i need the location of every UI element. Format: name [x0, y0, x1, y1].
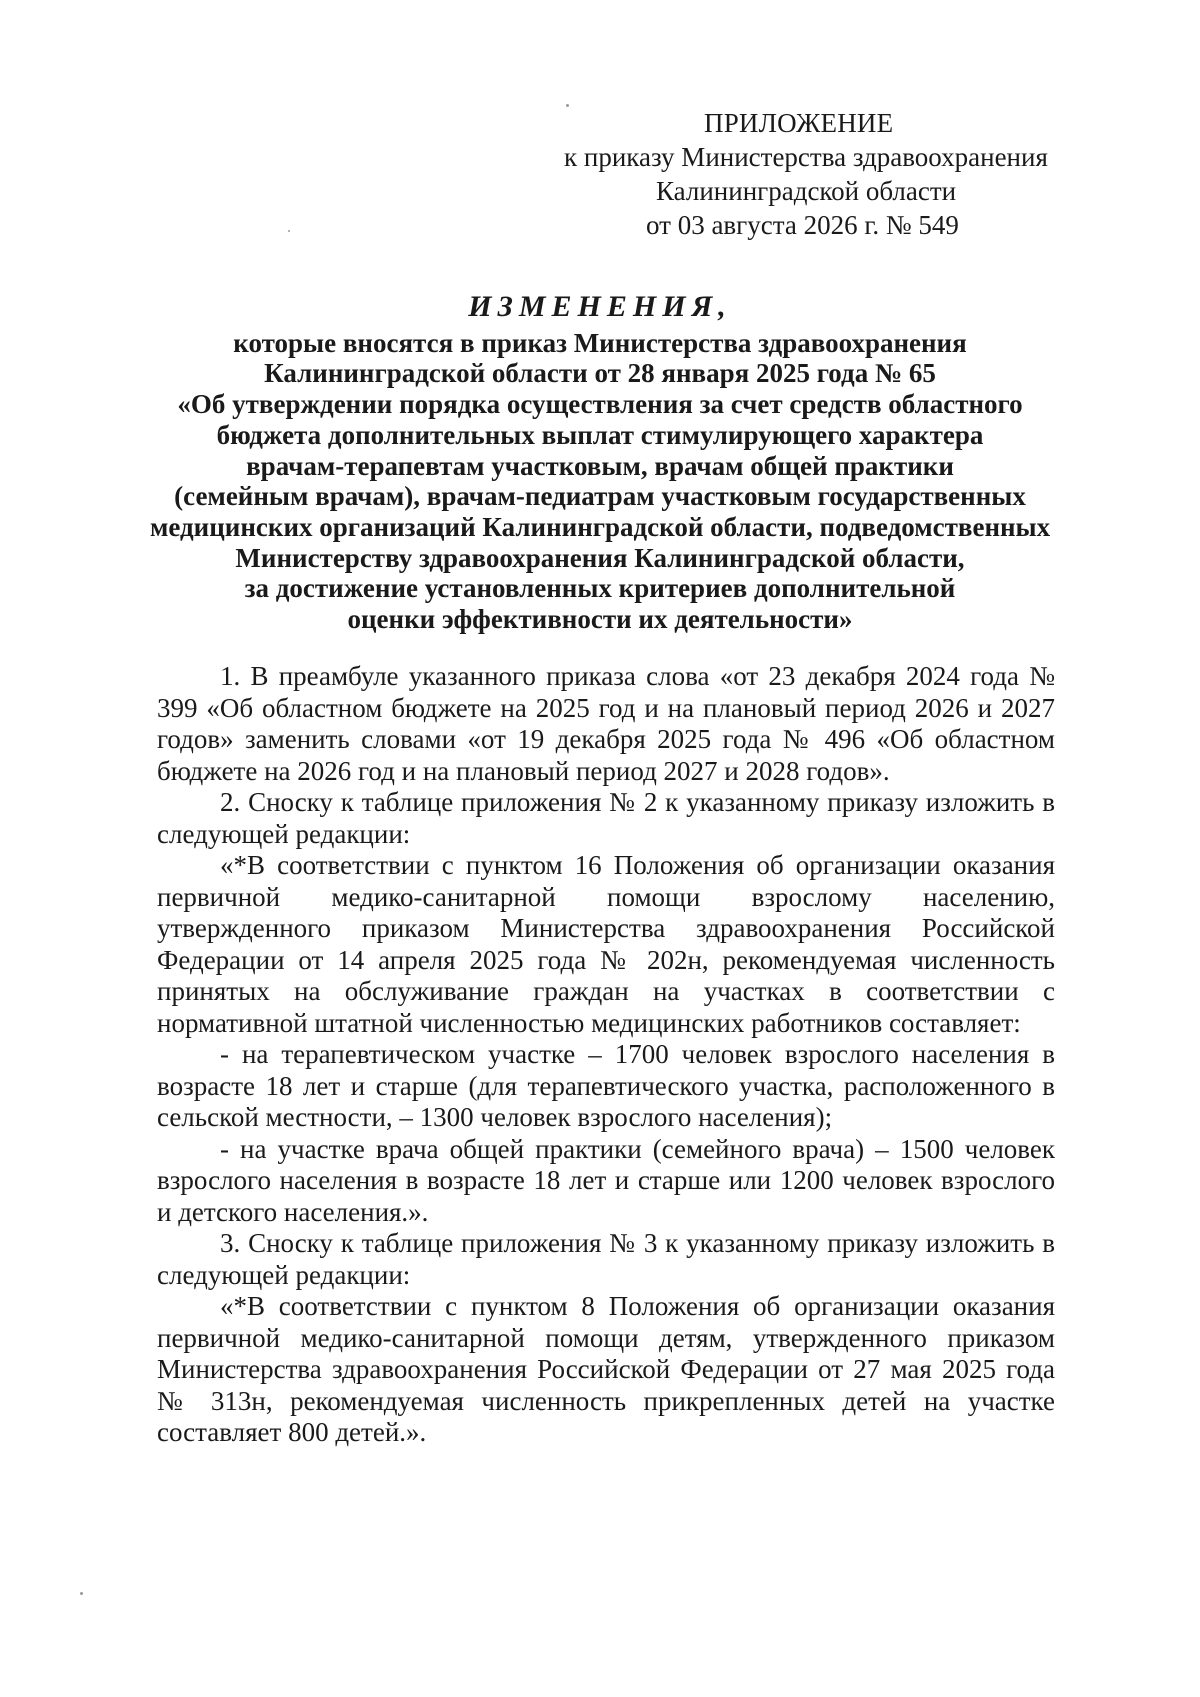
document-heading — [150, 292, 1050, 635]
appendix-order-line: к приказу Министерства здравоохранения — [564, 142, 1048, 172]
footnote-item-general-practice: - на участке врача общей практики (семейного врача) – 1500 человек взрослого населения в возрасте 18 лет и старше или 1200 человек взрослого и детского населения.». — [157, 1133, 1055, 1227]
scan-speck — [566, 104, 569, 107]
appendix-region-line: Калининградской области — [656, 176, 957, 206]
heading-line: Калининградской области от 28 января 2025 года № 65 — [264, 358, 936, 389]
heading-line: за достижение установленных критериев дополнительной — [244, 573, 956, 604]
footnote-quote-1: «*В соответствии с пунктом 16 Положения об организации оказания первичной медико-санитарной помощи взрослому населению, утвержденного приказом Министерства здравоохранения Российской Федерации от 14 апреля 2025 года № 202н, рекомендуемая численность принятых на обслуживание граждан на участках в соответствии с нормативной штатной численностью медицинских работников составляет: — [157, 850, 1055, 1038]
heading-line: (семейным врачам), врачам-педиатрам участковым государственных — [174, 481, 1026, 512]
heading-line: бюджета дополнительных выплат стимулирующего характера — [216, 419, 984, 450]
heading-title: ИЗМЕНЕНИЯ, — [468, 290, 732, 323]
scan-speck — [288, 230, 290, 232]
footnote-quote-2: «*В соответствии с пунктом 8 Положения об организации оказания первичной медико-санитарной помощи детям, утвержденного приказом Министерства здравоохранения Российской Федерации от 27 мая 2025 года № 313н, рекомендуемая численность прикрепленных детей на участке составляет 800 детей.». — [157, 1291, 1055, 1447]
heading-line: которые вносятся в приказ Министерства здравоохранения — [233, 327, 967, 358]
paragraph-1: 1. В преамбуле указанного приказа слова «от 23 декабря 2024 года № 399 «Об областном бюджете на 2025 год и на плановый период 2026 и 2027 годов» заменить словами «от 19 декабря 2025 года № 496 «Об областном бюджете на 2026 год и на плановый период 2027 и 2028 годов». — [157, 661, 1055, 786]
document-body — [157, 661, 1055, 1449]
scan-speck — [80, 1592, 83, 1595]
heading-line: врачам-терапевтам участковым, врачам общей практики — [246, 450, 954, 481]
appendix-header — [560, 106, 1080, 242]
heading-line: «Об утверждении порядка осуществления за счет средств областного — [177, 389, 1023, 420]
paragraph-3: 3. Сноску к таблице приложения № 3 к указанному приказу изложить в следующей редакции: — [157, 1228, 1055, 1290]
appendix-date-line: от 03 августа 2026 г. № 549 — [646, 210, 959, 240]
heading-line: Министерству здравоохранения Калининградской области, — [235, 542, 965, 573]
paragraph-2: 2. Сноску к таблице приложения № 2 к указанному приказу изложить в следующей редакции: — [157, 787, 1055, 849]
heading-line: оценки эффективности их деятельности» — [347, 604, 853, 635]
appendix-title: ПРИЛОЖЕНИЕ — [704, 108, 894, 138]
heading-line: медицинских организаций Калининградской области, подведомственных — [150, 511, 1051, 542]
footnote-item-therapeutic: - на терапевтическом участке – 1700 человек взрослого населения в возрасте 18 лет и старше (для терапевтического участка, расположенного в сельской местности, – 1300 человек взрослого населения); — [157, 1039, 1055, 1132]
